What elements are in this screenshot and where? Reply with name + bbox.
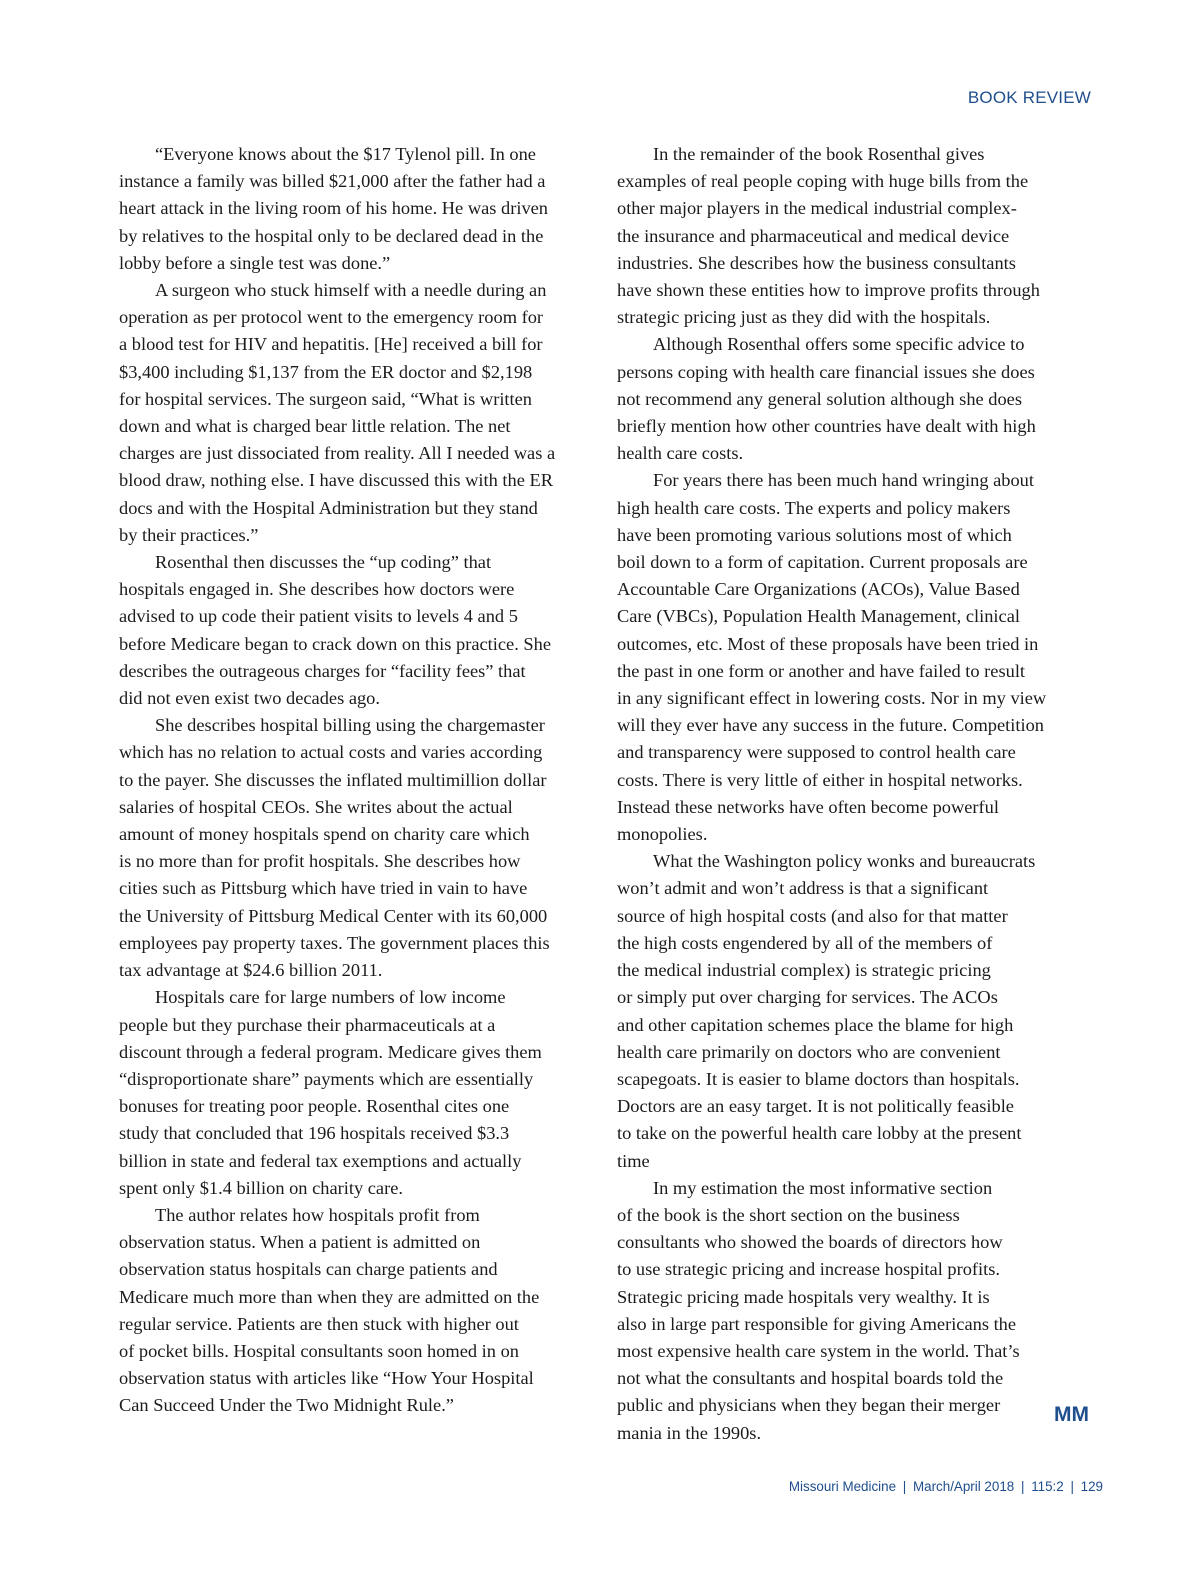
text-line: blood draw, nothing else. I have discussed this with the ER <box>119 470 553 491</box>
text-line: to use strategic pricing and increase hospital profits. <box>617 1259 1001 1280</box>
text-line: “disproportionate share” payments which are essentially <box>119 1068 534 1089</box>
text-line: health care primarily on doctors who are convenient <box>617 1041 1001 1062</box>
page-number: 129 <box>1080 1479 1103 1494</box>
text-line: high health care costs. The experts and policy makers <box>617 497 1011 518</box>
article-column-left <box>119 141 595 1420</box>
text-line: spent only $1.4 billion on charity care. <box>119 1177 403 1198</box>
text-line: to the payer. She discusses the inflated multimillion dollar <box>119 769 547 790</box>
text-line: tax advantage at $24.6 billion 2011. <box>119 960 383 981</box>
text-line: hospitals engaged in. She describes how doctors were <box>119 579 515 600</box>
text-line: of pocket bills. Hospital consultants soon homed in on <box>119 1340 519 1361</box>
text-line: Medicare much more than when they are admitted on the <box>119 1286 540 1307</box>
text-line: public and physicians when they began their merger <box>617 1395 1001 1416</box>
text-line: the insurance and pharmaceutical and medical device <box>617 225 1010 246</box>
text-line: instance a family was billed $21,000 after the father had a <box>119 171 546 192</box>
text-line: study that concluded that 196 hospitals received $3.3 <box>119 1123 510 1144</box>
text-line: lobby before a single test was done.” <box>119 252 391 273</box>
text-line: persons coping with health care financial issues she does <box>617 361 1035 382</box>
text-line: amount of money hospitals spend on charity care which <box>119 824 530 845</box>
text-line: source of high hospital costs (and also for that matter <box>617 905 1008 926</box>
text-line: billion in state and federal tax exemptions and actually <box>119 1150 522 1171</box>
text-line: won’t admit and won’t address is that a significant <box>617 878 989 899</box>
text-line: regular service. Patients are then stuck with higher out <box>119 1313 519 1334</box>
text-line: will they ever have any success in the future. Competition <box>617 715 1044 736</box>
text-line: industries. She describes how the business consultants <box>617 252 1016 273</box>
text-line: a blood test for HIV and hepatitis. [He] received a bill for <box>119 334 543 355</box>
text-line: not what the consultants and hospital boards told the <box>617 1368 1004 1389</box>
text-line: not recommend any general solution although she does <box>617 388 1023 409</box>
end-of-article-mark: MM <box>1054 1403 1089 1426</box>
text-line: observation status hospitals can charge patients and <box>119 1259 498 1280</box>
text-line: costs. There is very little of either in hospital networks. <box>617 769 1023 790</box>
text-line: by relatives to the hospital only to be declared dead in the <box>119 225 544 246</box>
text-line: consultants who showed the boards of directors how <box>617 1232 1003 1253</box>
text-line: most expensive health care system in the world. That’s <box>617 1340 1020 1361</box>
text-line: The author relates how hospitals profit from <box>155 1204 480 1225</box>
text-line: Strategic pricing made hospitals very wealthy. It is <box>617 1286 990 1307</box>
text-line: charges are just dissociated from reality. All I needed was a <box>119 443 556 464</box>
text-line: salaries of hospital CEOs. She writes about the actual <box>119 796 513 817</box>
text-line: employees pay property taxes. The government places this <box>119 932 550 953</box>
volume-number: 115:2 <box>1031 1479 1064 1494</box>
text-line: Although Rosenthal offers some specific advice to <box>653 334 1025 355</box>
text-line: operation as per protocol went to the emergency room for <box>119 307 544 328</box>
text-line: the high costs engendered by all of the members of <box>617 932 993 953</box>
text-line: down and what is charged bear little relation. The net <box>119 416 511 437</box>
text-line: time <box>617 1150 650 1171</box>
page-footer <box>789 1479 1103 1494</box>
text-line: and transparency were supposed to control health care <box>617 742 1016 763</box>
text-line: by their practices.” <box>119 524 259 545</box>
text-line: Care (VBCs), Population Health Management, clinical <box>617 606 1020 627</box>
text-line: did not even exist two decades ago. <box>119 688 380 709</box>
text-line: which has no relation to actual costs and varies according <box>119 742 543 763</box>
text-line: Hospitals care for large numbers of low income <box>155 987 506 1008</box>
text-line: Accountable Care Organizations (ACOs), Value Based <box>617 579 1020 600</box>
text-line: heart attack in the living room of his home. He was driven <box>119 198 549 219</box>
text-line: of the book is the short section on the business <box>617 1204 960 1225</box>
footer-separator: | <box>902 1479 907 1494</box>
text-line: have shown these entities how to improve profits through <box>617 280 1040 301</box>
text-line: Instead these networks have often become powerful <box>617 796 999 817</box>
text-line: to take on the powerful health care lobby at the present <box>617 1123 1022 1144</box>
text-line: A surgeon who stuck himself with a needle during an <box>155 280 547 301</box>
text-line: before Medicare began to crack down on this practice. She <box>119 633 552 654</box>
text-line: health care costs. <box>617 443 744 464</box>
text-line: bonuses for treating poor people. Rosenthal cites one <box>119 1096 510 1117</box>
text-line: is no more than for profit hospitals. She describes how <box>119 851 521 872</box>
text-line: Rosenthal then discusses the “up coding” that <box>155 552 492 573</box>
text-line: strategic pricing just as they did with the hospitals. <box>617 307 991 328</box>
text-line: scapegoats. It is easier to blame doctors than hospitals. <box>617 1068 1020 1089</box>
text-line: outcomes, etc. Most of these proposals have been tried in <box>617 633 1039 654</box>
article-column-right <box>617 141 1093 1447</box>
text-line: In the remainder of the book Rosenthal gives <box>653 144 985 164</box>
text-line: mania in the 1990s. <box>617 1422 762 1443</box>
text-line: for hospital services. The surgeon said, “What is written <box>119 388 533 409</box>
section-label: BOOK REVIEW <box>967 88 1091 107</box>
text-line: briefly mention how other countries have dealt with high <box>617 416 1036 437</box>
text-line: in any significant effect in lowering costs. Nor in my view <box>617 688 1047 709</box>
text-line: other major players in the medical industrial complex- <box>617 198 1017 219</box>
text-line: or simply put over charging for services. The ACOs <box>617 987 998 1008</box>
text-line: discount through a federal program. Medicare gives them <box>119 1041 542 1062</box>
text-line: the medical industrial complex) is strategic pricing <box>617 960 991 981</box>
issue-date: March/April 2018 <box>913 1479 1015 1494</box>
text-line: In my estimation the most informative section <box>653 1177 993 1198</box>
text-line: examples of real people coping with huge bills from the <box>617 171 1029 192</box>
journal-name: Missouri Medicine <box>788 1479 897 1494</box>
text-line: the University of Pittsburg Medical Center with its 60,000 <box>119 905 548 926</box>
text-line: have been promoting various solutions most of which <box>617 524 1012 545</box>
footer-separator: | <box>1020 1479 1025 1494</box>
text-line: Doctors are an easy target. It is not politically feasible <box>617 1096 1014 1117</box>
text-line: “Everyone knows about the $17 Tylenol pill. In one <box>155 144 536 164</box>
text-line: monopolies. <box>617 824 708 845</box>
text-line: advised to up code their patient visits to levels 4 and 5 <box>119 606 518 627</box>
text-line: Can Succeed Under the Two Midnight Rule.” <box>119 1395 454 1416</box>
text-line: For years there has been much hand wringing about <box>653 470 1034 491</box>
text-line: people but they purchase their pharmaceuticals at a <box>119 1014 496 1035</box>
text-line: describes the outrageous charges for “facility fees” that <box>119 660 526 681</box>
text-line: and other capitation schemes place the blame for high <box>617 1014 1014 1035</box>
text-line: observation status with articles like “How Your Hospital <box>119 1368 534 1389</box>
footer-separator: | <box>1070 1479 1074 1494</box>
text-line: observation status. When a patient is admitted on <box>119 1232 481 1253</box>
text-line: cities such as Pittsburg which have tried in vain to have <box>119 878 528 899</box>
text-line: $3,400 including $1,137 from the ER doctor and $2,198 <box>119 361 533 382</box>
text-line: boil down to a form of capitation. Current proposals are <box>617 552 1028 573</box>
text-line: the past in one form or another and have failed to result <box>617 660 1026 681</box>
text-line: docs and with the Hospital Administration but they stand <box>119 497 538 518</box>
text-line: She describes hospital billing using the chargemaster <box>155 715 545 736</box>
text-line: also in large part responsible for giving Americans the <box>617 1313 1017 1334</box>
text-line: What the Washington policy wonks and bureaucrats <box>653 851 1036 872</box>
